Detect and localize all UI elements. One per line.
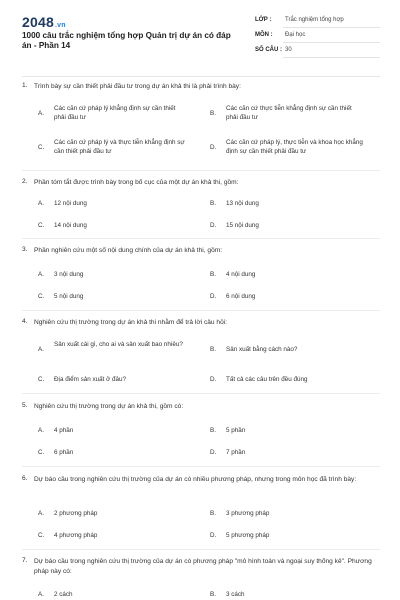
- option-letter: C.: [38, 532, 45, 539]
- option-text: Sản xuất bằng cách nào?: [226, 346, 298, 353]
- option-text: 15 nội dung: [226, 222, 259, 229]
- option-letter: C.: [38, 449, 45, 456]
- meta-count-value: 30: [285, 47, 292, 53]
- option-text: 4 phương pháp: [54, 532, 98, 539]
- option-letter: C.: [38, 222, 45, 229]
- option-letter: D.: [210, 144, 217, 151]
- option-text: Sản xuất cái gì, cho ai và sản xuất bao nhiêu?: [54, 341, 183, 348]
- option-letter: C.: [38, 144, 45, 151]
- question-text: Nghiên cứu thị trường trong dự án khả thi nhằm để trả lời câu hỏi:: [34, 319, 228, 326]
- question-number: 3.: [22, 246, 28, 253]
- option-text: 3 nội dung: [54, 271, 84, 278]
- option-text: Tất cả các câu trên đều đúng: [226, 376, 308, 383]
- option-text: 4 nội dung: [226, 271, 256, 278]
- logo-text: 2048: [22, 14, 54, 30]
- question-text: Nghiên cứu thị trường trong dự án khả thi, gồm có:: [34, 403, 184, 410]
- option-letter: A.: [38, 591, 44, 598]
- option-letter: C.: [38, 376, 45, 383]
- option-text: 2 cách: [54, 591, 73, 598]
- meta-class-value: Trắc nghiệm tổng hợp: [285, 17, 344, 23]
- meta-underline: [283, 27, 380, 28]
- option-text: 5 nội dung: [54, 293, 84, 300]
- option-text: 4 phần: [54, 427, 74, 434]
- question-number: 6.: [22, 475, 28, 482]
- meta-subject-label: MÔN :: [255, 32, 273, 38]
- meta-count-label: SỐ CÂU :: [255, 47, 282, 53]
- meta-count: [255, 44, 380, 58]
- question-number: 4.: [22, 318, 28, 325]
- question-divider: [22, 466, 380, 467]
- option-letter: D.: [210, 449, 217, 456]
- option-letter: A.: [38, 510, 44, 517]
- logo-suffix: .vn: [54, 22, 66, 29]
- option-text: Địa điểm sản xuất ở đâu?: [54, 376, 127, 383]
- meta-underline: [283, 42, 380, 43]
- option-text: 3 cách: [226, 591, 245, 598]
- option-letter: A.: [38, 346, 44, 353]
- meta-class-label: LỚP :: [255, 17, 272, 23]
- option-letter: B.: [210, 200, 216, 207]
- meta-subject: [255, 29, 380, 43]
- question-text: Dự báo cầu trong nghiên cứu thị trường của dự án có phương pháp "mô hình toán và ngoại suy thống kê". Phương pháp này có:: [34, 558, 372, 575]
- question-number: 7.: [22, 557, 28, 564]
- question-divider: [22, 393, 380, 394]
- option-text: Các căn cứ pháp lý và thực tiễn khẳng định sự cần thiết phải đầu tư: [54, 139, 185, 155]
- option-text: Các căn cứ pháp lý, thực tiễn và khoa học khẳng định sự cần thiết phải đầu tư: [226, 139, 363, 155]
- option-text: 5 phương pháp: [226, 532, 270, 539]
- option-letter: B.: [210, 510, 216, 517]
- question-number: 5.: [22, 402, 28, 409]
- question-text: Dự báo cầu trong nghiên cứu thị trường của dự án có nhiều phương pháp, nhưng trong môn học đã trình bày:: [34, 476, 357, 483]
- option-letter: D.: [210, 293, 217, 300]
- site-logo[interactable]: [22, 14, 66, 30]
- question-divider: [22, 170, 380, 171]
- option-letter: A.: [38, 427, 44, 434]
- question-number: 1.: [22, 82, 28, 89]
- option-text: 13 nội dung: [226, 200, 259, 207]
- option-letter: C.: [38, 293, 45, 300]
- header-divider: [22, 76, 380, 77]
- question-text: Phần tóm tắt được trình bày trong bố cục của một dự án khả thi, gồm:: [34, 179, 239, 186]
- option-letter: B.: [210, 346, 216, 353]
- option-text: 2 phương pháp: [54, 510, 98, 517]
- question-text: Phần nghiên cứu một số nội dung chính của dự án khả thi, gồm:: [34, 247, 223, 254]
- option-text: Các căn cứ thực tiễn khẳng định sự cần thiết phải đầu tư: [226, 105, 352, 121]
- option-letter: B.: [210, 271, 216, 278]
- option-text: 14 nội dung: [54, 222, 87, 229]
- question-text: Trình bày sự cần thiết phải đầu tư trong dự án khả thi là phải trình bày:: [34, 83, 241, 90]
- meta-underline: [283, 57, 380, 58]
- option-text: 6 nội dung: [226, 293, 256, 300]
- option-text: Các căn cứ pháp lý khẳng định sự cần thiết phải đầu tư: [54, 105, 176, 121]
- option-letter: D.: [210, 532, 217, 539]
- option-letter: B.: [210, 110, 216, 117]
- option-letter: A.: [38, 271, 44, 278]
- meta-class: [255, 14, 380, 28]
- option-text: 6 phần: [54, 449, 74, 456]
- document-title: 1000 câu trắc nghiệm tổng hợp Quản trị dự án có đáp án - Phần 14: [22, 31, 231, 50]
- option-letter: B.: [210, 591, 216, 598]
- option-text: 12 nội dung: [54, 200, 87, 207]
- option-letter: A.: [38, 200, 44, 207]
- question-divider: [22, 549, 380, 550]
- option-letter: A.: [38, 110, 44, 117]
- option-letter: D.: [210, 376, 217, 383]
- meta-subject-value: Đại học: [285, 32, 306, 38]
- question-divider: [22, 238, 380, 239]
- option-letter: B.: [210, 427, 216, 434]
- option-text: 7 phần: [226, 449, 246, 456]
- option-text: 3 phương pháp: [226, 510, 270, 517]
- question-number: 2.: [22, 178, 28, 185]
- option-letter: D.: [210, 222, 217, 229]
- question-divider: [22, 310, 380, 311]
- option-text: 5 phần: [226, 427, 246, 434]
